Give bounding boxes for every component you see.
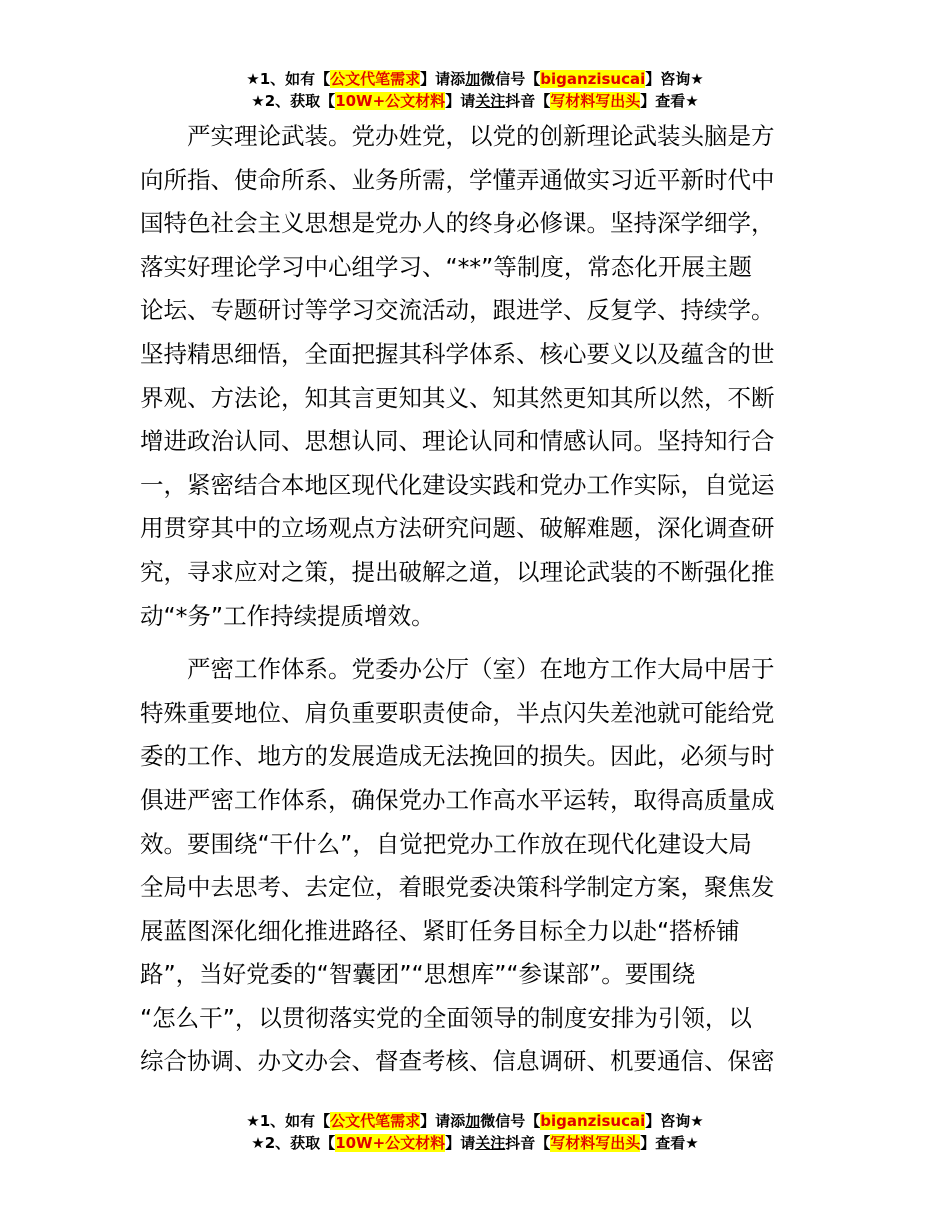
banner-underlined-text: 关注 <box>475 92 506 110</box>
banner-text: 抖音【 <box>505 92 551 110</box>
paragraph-line: 全局中去思考、去定位，着眼党委决策科学制定方案，聚焦发 <box>140 873 775 902</box>
paragraph <box>140 648 812 1084</box>
banner-text: 抖音【 <box>505 1134 551 1152</box>
banner-highlight: 公文代笔需求 <box>330 1112 421 1130</box>
paragraph-line: 向所指、使命所系、业务所需，学懂弄通做实习近平新时代中 <box>140 165 775 194</box>
banner-text: 微信号【 <box>480 1112 541 1130</box>
banner-line-2 <box>0 90 950 112</box>
banner-highlight: 写材料写出头 <box>550 1134 641 1152</box>
banner-text: ★2、获取【 <box>251 92 336 110</box>
banner-text: 微信号【 <box>480 70 541 88</box>
paragraph-line: 特殊重要地位、肩负重要职责使命，半点闪失差池就可能给党 <box>140 698 775 727</box>
banner-text: ★1、如有【 <box>246 1112 331 1130</box>
banner-line-2 <box>0 1132 950 1154</box>
paragraph-line: 效。要围绕“干什么”，自觉把党办工作放在现代化建设大局 <box>140 829 752 858</box>
banner-line-1 <box>0 68 950 90</box>
paragraph-line: 综合协调、办文办会、督查考核、信息调研、机要通信、保密 <box>140 1047 775 1076</box>
paragraph-line: “怎么干”，以贯彻落实党的全面领导的制度安排为引领，以 <box>140 1003 752 1032</box>
paragraph-line: 动“*务”工作持续提质增效。 <box>140 601 435 630</box>
banner-text: 】请 <box>445 92 476 110</box>
banner-underlined-text: 加 <box>465 1112 481 1130</box>
banner-underlined-text: 关注 <box>475 1134 506 1152</box>
banner-highlight: 公文代笔需求 <box>330 70 421 88</box>
banner-highlight: biganzisucai <box>540 1112 646 1130</box>
paragraph-line: 论坛、专题研讨等学习交流活动，跟进学、反复学、持续学。 <box>140 296 775 325</box>
paragraph-line: 俱进严密工作体系，确保党办工作高水平运转，取得高质量成 <box>140 785 775 814</box>
paragraph-line: 落实好理论学习中心组学习、“**”等制度，常态化开展主题 <box>140 252 752 281</box>
banner-text: 】请添 <box>420 70 466 88</box>
paragraph-line: 展蓝图深化细化推进路径、紧盯任务目标全力以赴“搭桥铺 <box>140 916 740 945</box>
banner-highlight: 10W+公文材料 <box>335 1134 446 1152</box>
paragraph-line: 界观、方法论，知其言更知其义、知其然更知其所以然，不断 <box>140 383 775 412</box>
paragraph-line: 坚持精思细悟，全面把握其科学体系、核心要义以及蕴含的世 <box>140 339 775 368</box>
banner-text: 】咨询★ <box>645 70 704 88</box>
banner-underlined-text: 加 <box>465 70 481 88</box>
paragraph-gap <box>140 638 812 648</box>
footer-banner <box>0 1110 950 1154</box>
banner-highlight: 写材料写出头 <box>550 92 641 110</box>
paragraph-line: 路”，当好党委的“智囊团”“思想库”“参谋部”。要围绕 <box>140 960 696 989</box>
document-body <box>140 115 812 1084</box>
paragraph-line: 一，紧密结合本地区现代化建设实践和党办工作实际，自觉运 <box>140 470 775 499</box>
paragraph-line: 用贯穿其中的立场观点方法研究问题、破解难题，深化调查研 <box>140 514 775 543</box>
paragraph-line: 严密工作体系。党委办公厅（室）在地方工作大局中居于 <box>140 655 775 684</box>
banner-text: 】查看★ <box>640 92 699 110</box>
header-banner <box>0 68 950 112</box>
paragraph-line: 究，寻求应对之策，提出破解之道，以理论武装的不断强化推 <box>140 557 775 586</box>
banner-text: 】请添 <box>420 1112 466 1130</box>
banner-line-1 <box>0 1110 950 1132</box>
banner-text: 】请 <box>445 1134 476 1152</box>
paragraph-line: 增进政治认同、思想认同、理论认同和情感认同。坚持知行合 <box>140 427 775 456</box>
banner-text: ★2、获取【 <box>251 1134 336 1152</box>
banner-highlight: 10W+公文材料 <box>335 92 446 110</box>
banner-text: 】咨询★ <box>645 1112 704 1130</box>
banner-highlight: biganzisucai <box>540 70 646 88</box>
banner-text: ★1、如有【 <box>246 70 331 88</box>
paragraph <box>140 115 812 638</box>
paragraph-line: 委的工作、地方的发展造成无法挽回的损失。因此，必须与时 <box>140 742 775 771</box>
paragraph-line: 国特色社会主义思想是党办人的终身必修课。坚持深学细学， <box>140 209 775 238</box>
paragraph-line: 严实理论武装。党办姓党，以党的创新理论武装头脑是方 <box>140 122 775 150</box>
banner-text: 】查看★ <box>640 1134 699 1152</box>
